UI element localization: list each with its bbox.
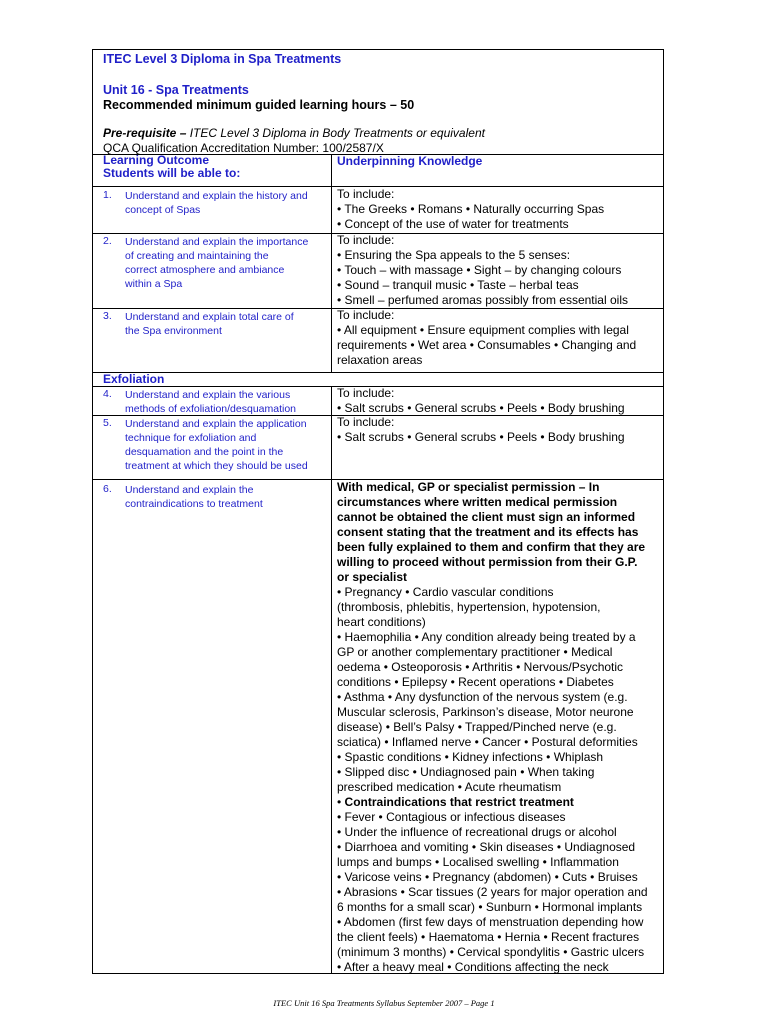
knowledge-text: [337, 386, 659, 416]
text-line: To include:: [337, 386, 395, 400]
text-line: willing to proceed without permission from their G.P.: [337, 555, 638, 569]
knowledge-text: [337, 187, 659, 232]
row-number: 1.: [103, 189, 112, 201]
text-line: Understand and explain the history and: [125, 190, 308, 202]
section-exfoliation: Exfoliation: [103, 372, 165, 386]
text-line: Muscular sclerosis, Parkinson’s disease, Motor neurone: [337, 705, 634, 719]
learning-hours: Recommended minimum guided learning hours – 50: [103, 98, 415, 112]
text-line: requirements • Wet area • Consumables • Changing and: [337, 338, 637, 352]
text-line: • Ensuring the Spa appeals to the 5 senses:: [337, 248, 571, 262]
text-line: • Touch – with massage • Sight – by changing colours: [337, 263, 622, 277]
text-line: • Pregnancy • Cardio vascular conditions: [337, 585, 554, 599]
text-line: consent stating that the treatment and its effects has: [337, 525, 639, 539]
text-line: • All equipment • Ensure equipment complies with legal: [337, 323, 629, 337]
text-line: To include:: [337, 233, 395, 247]
learning-outcome-text: [125, 310, 325, 338]
row-number: 2.: [103, 235, 112, 247]
text-line: • Haemophilia • Any condition already being treated by a: [337, 630, 636, 644]
text-line: heart conditions): [337, 615, 426, 629]
text-line: • Fever • Contagious or infectious diseases: [337, 810, 566, 824]
restrict-heading: Contraindications that restrict treatment: [344, 795, 574, 809]
text-line: Understand and explain the: [125, 484, 254, 496]
text-line: • Asthma • Any dysfunction of the nervous system (e.g.: [337, 690, 628, 704]
prerequisite: [103, 126, 485, 140]
text-line: • After a heavy meal • Conditions affecting the neck: [337, 960, 609, 974]
knowledge-text: [337, 415, 659, 445]
page-footer: ITEC Unit 16 Spa Treatments Syllabus September 2007 – Page 1: [273, 998, 495, 1008]
prerequisite-text: ITEC Level 3 Diploma in Body Treatments or equivalent: [186, 126, 485, 140]
row-number: 3.: [103, 310, 112, 322]
text-line: • Concept of the use of water for treatments: [337, 217, 569, 231]
learning-outcome-header-line: Students will be able to:: [103, 166, 241, 180]
text-line: or specialist: [337, 570, 408, 584]
knowledge-text: [337, 308, 659, 368]
text-line: oedema • Osteoporosis • Arthritis • Nervous/Psychotic: [337, 660, 624, 674]
column-divider: [331, 386, 332, 973]
text-line: • Abrasions • Scar tissues (2 years for major operation and: [337, 885, 648, 899]
text-line: of creating and maintaining the: [125, 250, 269, 262]
learning-outcome-text: [125, 388, 325, 416]
text-line: technique for exfoliation and: [125, 432, 257, 444]
row-number: 5.: [103, 417, 112, 429]
knowledge-text: [337, 233, 659, 308]
contraindications-text: [337, 480, 659, 975]
qca-number: QCA Qualification Accreditation Number: 100/2587/X: [103, 141, 384, 155]
text-line: Understand and explain the importance: [125, 236, 309, 248]
prerequisite-label: Pre-requisite –: [103, 126, 187, 140]
text-line: the client feels) • Haematoma • Hernia • Recent fractures: [337, 930, 640, 944]
text-line: (thrombosis, phlebitis, hypertension, hypotension,: [337, 600, 601, 614]
text-line: within a Spa: [125, 278, 183, 290]
text-line: prescribed medication • Acute rheumatism: [337, 780, 562, 794]
text-line: • Spastic conditions • Kidney infections • Whiplash: [337, 750, 604, 764]
row-divider: [92, 372, 664, 373]
text-line: contraindications to treatment: [125, 498, 263, 510]
text-line: • Under the influence of recreational drugs or alcohol: [337, 825, 617, 839]
text-line: • Varicose veins • Pregnancy (abdomen) • Cuts • Bruises: [337, 870, 638, 884]
text-line: relaxation areas: [337, 353, 423, 367]
text-line: • Contraindications that restrict treatment: [337, 795, 574, 809]
text-line: • Smell – perfumed aromas possibly from essential oils: [337, 293, 628, 307]
text-line: disease) • Bell’s Palsy • Trapped/Pinched nerve (e.g.: [337, 720, 617, 734]
text-line: treatment at which they should be used: [125, 460, 308, 472]
learning-outcome-header-line: Learning Outcome: [103, 153, 210, 167]
text-line: • The Greeks • Romans • Naturally occurring Spas: [337, 202, 605, 216]
column-divider: [331, 154, 332, 372]
text-line: • Slipped disc • Undiagnosed pain • When taking: [337, 765, 595, 779]
text-line: • Salt scrubs • General scrubs • Peels • Body brushing: [337, 401, 625, 415]
text-line: 6 months for a small scar) • Sunburn • Hormonal implants: [337, 900, 643, 914]
document-title: ITEC Level 3 Diploma in Spa Treatments: [103, 52, 342, 66]
text-line: (minimum 3 months) • Cervical spondylitis • Gastric ulcers: [337, 945, 645, 959]
text-line: cannot be obtained the client must sign an informed: [337, 510, 636, 524]
text-line: • Abdomen (first few days of menstruation depending how: [337, 915, 644, 929]
learning-outcome-header: [103, 154, 240, 180]
text-line: GP or another complementary practitioner • Medical: [337, 645, 613, 659]
text-line: • Diarrhoea and vomiting • Skin diseases • Undiagnosed: [337, 840, 636, 854]
text-line: Understand and explain the application: [125, 418, 307, 430]
learning-outcome-text: [125, 235, 325, 291]
row-number: 6.: [103, 483, 112, 495]
text-line: To include:: [337, 187, 395, 201]
text-line: Understand and explain the various: [125, 389, 291, 401]
text-line: circumstances where written medical permission: [337, 495, 618, 509]
text-line: been fully explained to them and confirm that they are: [337, 540, 646, 554]
text-line: Understand and explain total care of: [125, 311, 294, 323]
text-line: conditions • Epilepsy • Recent operations • Diabetes: [337, 675, 614, 689]
text-line: sciatica) • Inflamed nerve • Cancer • Postural deformities: [337, 735, 638, 749]
text-line: To include:: [337, 415, 395, 429]
text-line: concept of Spas: [125, 204, 201, 216]
text-line: methods of exfoliation/desquamation: [125, 403, 297, 415]
text-line: desquamation and the point in the: [125, 446, 284, 458]
learning-outcome-text: [125, 417, 325, 473]
text-line: • Salt scrubs • General scrubs • Peels • Body brushing: [337, 430, 625, 444]
learning-outcome-text: [125, 483, 325, 511]
underpinning-knowledge-header: Underpinning Knowledge: [337, 154, 483, 168]
unit-title: Unit 16 - Spa Treatments: [103, 83, 249, 97]
text-line: correct atmosphere and ambiance: [125, 264, 285, 276]
text-line: With medical, GP or specialist permission – In: [337, 480, 600, 494]
text-line: lumps and bumps • Localised swelling • Inflammation: [337, 855, 619, 869]
learning-outcome-text: [125, 189, 325, 217]
row-number: 4.: [103, 388, 112, 400]
text-line: To include:: [337, 308, 395, 322]
text-line: • Sound – tranquil music • Taste – herbal teas: [337, 278, 579, 292]
text-line: the Spa environment: [125, 325, 222, 337]
